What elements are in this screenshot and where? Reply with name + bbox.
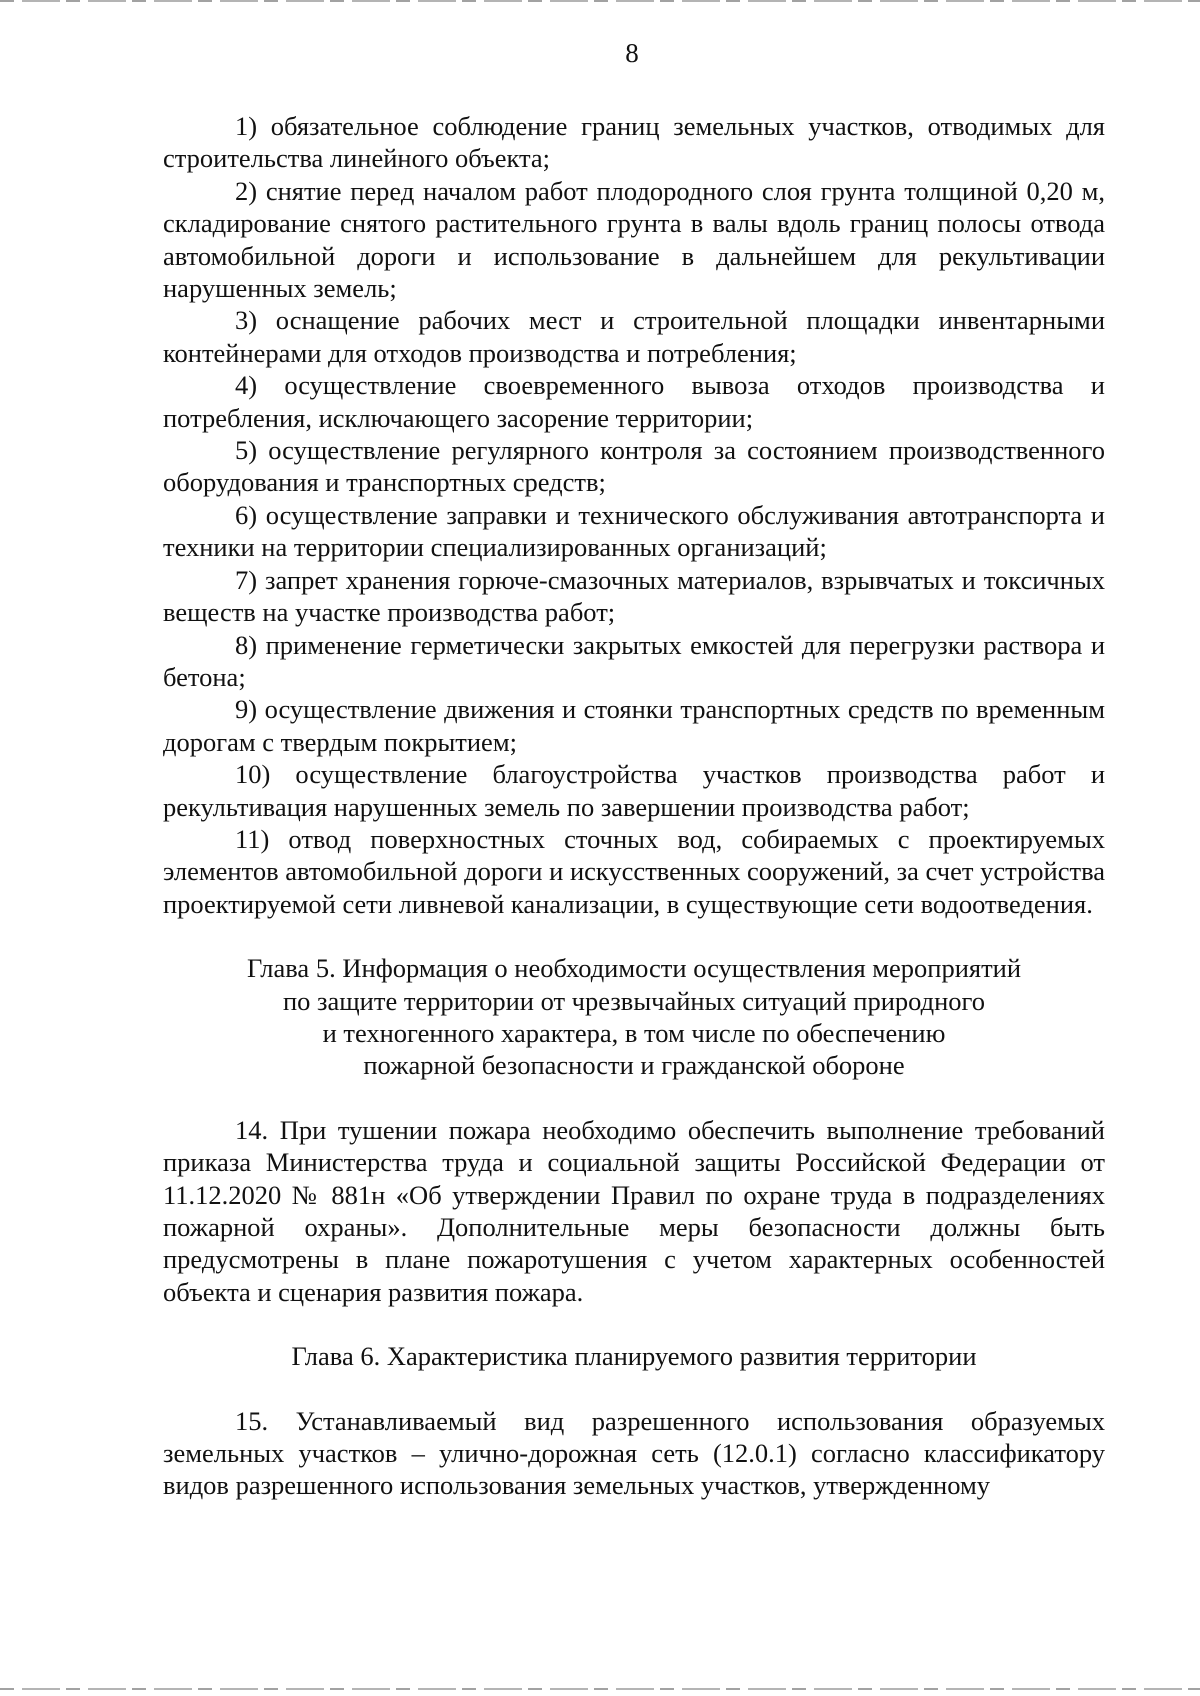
scan-edge-top	[0, 0, 1200, 2]
chapter-5-heading-line: Глава 5. Информация о необходимости осуществления мероприятий	[246, 953, 1022, 984]
document-body	[163, 110, 1105, 1502]
list-item: 7) запрет хранения горюче-смазочных материалов, взрывчатых и токсичных веществ на участке производства работ;	[163, 564, 1105, 628]
list-item: 6) осуществление заправки и технического обслуживания автотранспорта и техники на территории специализированных организаций;	[163, 499, 1105, 563]
list-item: 2) снятие перед началом работ плодородного слоя грунта толщиной 0,20 м, складирование снятого растительного грунта в валы вдоль границ полосы отвода автомобильной дороги и использование в дальнейшем для рекультивации нарушенных земель;	[163, 175, 1105, 304]
page-number: 8	[625, 38, 639, 68]
chapter-5-heading-line: пожарной безопасности и гражданской обороне	[363, 1050, 905, 1081]
paragraph-14: 14. При тушении пожара необходимо обеспечить выполнение требований приказа Министерства труда и социальной защиты Российской Федерации от 11.12.2020 № 881н «Об утверждении Правил по охране труда в подразделениях пожарной охраны». Дополнительные меры безопасности должны быть предусмотрены в плане пожаротушения с учетом характерных особенностей объекта и сценария развития пожара.	[163, 1114, 1105, 1307]
list-item: 4) осуществление своевременного вывоза отходов производства и потребления, исключающего засорение территории;	[163, 370, 1105, 433]
chapter-5-heading-line: по защите территории от чрезвычайных ситуаций природного	[282, 985, 985, 1016]
list-item: 1) обязательное соблюдение границ земельных участков, отводимых для строительства линейного объекта;	[163, 111, 1105, 174]
chapter-5-heading	[163, 952, 1105, 1082]
list-item: 11) отвод поверхностных сточных вод, собираемых с проектируемых элементов автомобильной дороги и искусственных сооружений, за счет устройства проектируемой сети ливневой канализации, в существующие сети водоотведения.	[163, 823, 1105, 919]
list-item: 9) осуществление движения и стоянки транспортных средств по временным дорогам с твердым покрытием;	[163, 694, 1105, 757]
chapter-6-heading: Глава 6. Характеристика планируемого развития территории	[291, 1341, 977, 1372]
list-item: 3) оснащение рабочих мест и строительной площадки инвентарными контейнерами для отходов производства и потребления;	[163, 305, 1105, 368]
list-item: 8) применение герметически закрытых емкостей для перегрузки раствора и бетона;	[163, 629, 1105, 692]
paragraph-15: 15. Устанавливаемый вид разрешенного использования образуемых земельных участков – улично-дорожная сеть (12.0.1) согласно классификатору видов разрешенного использования земельных участков, утвержденному	[163, 1405, 1105, 1501]
chapter-5-heading-line: и техногенного характера, в том числе по обеспечению	[322, 1017, 946, 1048]
list-item: 5) осуществление регулярного контроля за состоянием производственного оборудования и транспортных средств;	[163, 435, 1105, 498]
scan-edge-bottom	[0, 1688, 1200, 1690]
list-item: 10) осуществление благоустройства участков производства работ и рекультивация нарушенных земель по завершении производства работ;	[163, 759, 1105, 822]
